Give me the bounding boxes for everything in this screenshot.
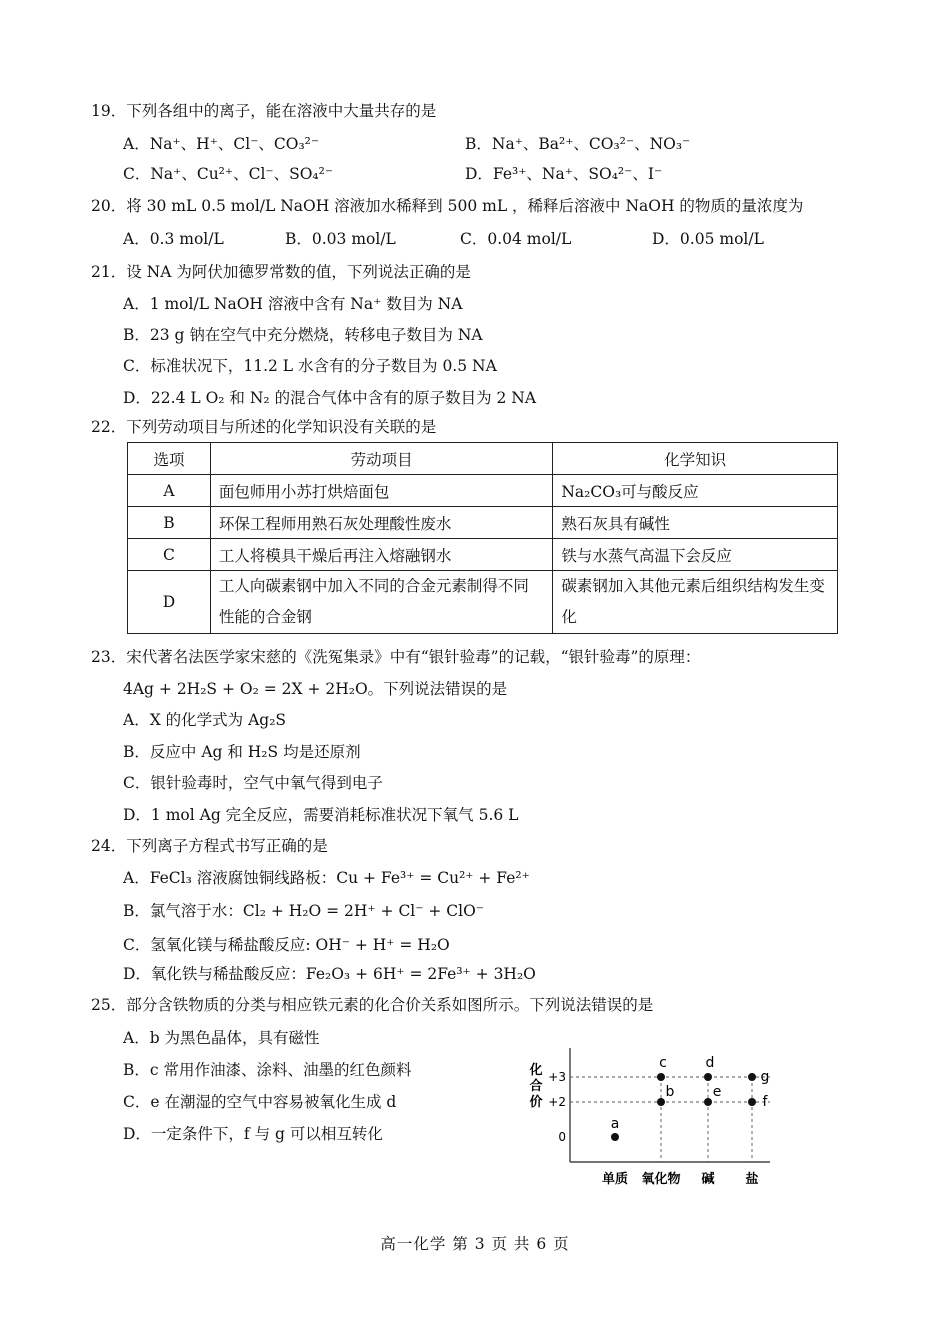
data-point-label: d (705, 1055, 715, 1071)
q24-option-d: D．氧化铁与稀盐酸反应：Fe₂O₃ + 6H⁺ = 2Fe³⁺ + 3H₂O (123, 965, 536, 983)
y-axis-label-char: 合 (529, 1079, 543, 1094)
table-cell-labor: 环保工程师用熟石灰处理酸性废水 (210, 507, 552, 539)
q20-option-b: B．0.03 mol/L (285, 230, 396, 248)
x-tick-label: 氧化物 (641, 1172, 681, 1187)
data-point-label: a (610, 1116, 620, 1132)
data-point-label: b (665, 1084, 675, 1100)
q20-stem: 20．将 30 mL 0.5 mol/L NaOH 溶液加水稀释到 500 mL ，稀释后溶液中 NaOH 的物质的量浓度为 (91, 197, 804, 215)
table-cell-knowledge: 碳素钢加入其他元素后组织结构发生变化 (553, 571, 838, 634)
y-tick-label: +2 (548, 1095, 566, 1109)
q24-stem: 24．下列离子方程式书写正确的是 (91, 837, 328, 855)
q21-option-d: D．22.4 L O₂ 和 N₂ 的混合气体中含有的原子数目为 2 NA (123, 389, 537, 407)
q19-stem: 19．下列各组中的离子，能在溶液中大量共存的是 (91, 102, 437, 120)
iron-valence-chart (520, 1040, 780, 1200)
data-point (748, 1098, 756, 1106)
q24-option-a: A．FeCl₃ 溶液腐蚀铜线路板：Cu + Fe³⁺ = Cu²⁺ + Fe²⁺ (123, 869, 530, 887)
q21-option-b: B．23 g 钠在空气中充分燃烧，转移电子数目为 NA (123, 326, 483, 344)
q19-option-b: B．Na⁺、Ba²⁺、CO₃²⁻、NO₃⁻ (465, 135, 691, 153)
page-footer: 高一化学 第 3 页 共 6 页 (380, 1235, 570, 1253)
q20-option-d: D．0.05 mol/L (652, 230, 764, 248)
q24-option-b: B．氯气溶于水：Cl₂ + H₂O = 2H⁺ + Cl⁻ + ClO⁻ (123, 902, 484, 920)
q20-option-c: C．0.04 mol/L (460, 230, 572, 248)
q23-option-d: D．1 mol Ag 完全反应，需要消耗标准状况下氧气 5.6 L (123, 806, 519, 824)
table-cell-knowledge: Na₂CO₃可与酸反应 (553, 475, 838, 507)
data-point-label: e (712, 1084, 722, 1100)
table-row (128, 507, 838, 539)
table-header: 化学知识 (553, 443, 838, 475)
q19-option-c: C．Na⁺、Cu²⁺、Cl⁻、SO₄²⁻ (123, 165, 334, 183)
q23-stem: 23．宋代著名法医学家宋慈的《洗冤集录》中有“银针验毒”的记载，“银针验毒”的原理： (91, 648, 701, 666)
q23-equation: 4Ag + 2H₂S + O₂ = 2X + 2H₂O。下列说法错误的是 (123, 680, 508, 698)
q20-option-a: A．0.3 mol/L (123, 230, 224, 248)
table-cell-option: B (128, 507, 211, 539)
data-point (611, 1133, 619, 1141)
x-tick-label: 碱 (701, 1172, 715, 1187)
q23-option-c: C．银针验毒时，空气中氧气得到电子 (123, 774, 383, 792)
table-cell-labor: 工人将模具干燥后再注入熔融钢水 (210, 539, 552, 571)
q19-option-d: D．Fe³⁺、Na⁺、SO₄²⁻、I⁻ (465, 165, 663, 183)
y-axis-label-char: 价 (529, 1095, 543, 1110)
q23-option-b: B．反应中 Ag 和 H₂S 均是还原剂 (123, 743, 361, 761)
y-tick-label: +3 (548, 1070, 566, 1084)
x-tick-label: 单质 (601, 1172, 629, 1187)
table-header-row (128, 443, 838, 475)
q21-stem: 21．设 NA 为阿伏加德罗常数的值，下列说法正确的是 (91, 263, 471, 281)
table-cell-option: A (128, 475, 211, 507)
q25-option-a: A．b 为黑色晶体，具有磁性 (123, 1029, 320, 1047)
table-header: 劳动项目 (210, 443, 552, 475)
q21-option-c: C．标准状况下，11.2 L 水含有的分子数目为 0.5 NA (123, 357, 497, 375)
data-point-label: g (760, 1069, 770, 1085)
q21-option-a: A．1 mol/L NaOH 溶液中含有 Na⁺ 数目为 NA (123, 295, 463, 313)
data-point (748, 1073, 756, 1081)
y-axis-label-char: 化 (529, 1063, 543, 1078)
q25-option-c: C．e 在潮湿的空气中容易被氧化生成 d (123, 1093, 397, 1111)
q24-option-c: C．氢氧化镁与稀盐酸反应: OH⁻ + H⁺ = H₂O (123, 936, 450, 954)
q23-option-a: A．X 的化学式为 Ag₂S (123, 711, 287, 729)
table-cell-knowledge: 熟石灰具有碱性 (553, 507, 838, 539)
data-point-label: f (762, 1094, 768, 1110)
table-row (128, 539, 838, 571)
q19-option-a: A．Na⁺、H⁺、Cl⁻、CO₃²⁻ (123, 135, 320, 153)
table-cell-knowledge: 铁与水蒸气高温下会反应 (553, 539, 838, 571)
data-point (704, 1098, 712, 1106)
table-header: 选项 (128, 443, 211, 475)
table-cell-option: C (128, 539, 211, 571)
table-cell-option: D (128, 571, 211, 634)
y-tick-label: 0 (558, 1130, 566, 1144)
data-point (657, 1073, 665, 1081)
q22-table (127, 442, 838, 634)
table-row (128, 571, 838, 634)
table-cell-labor: 工人向碳素钢中加入不同的合金元素制得不同性能的合金钢 (210, 571, 552, 634)
table-row (128, 475, 838, 507)
q25-option-b: B．c 常用作油漆、涂料、油墨的红色颜料 (123, 1061, 412, 1079)
data-point (657, 1098, 665, 1106)
q25-option-d: D．一定条件下，f 与 g 可以相互转化 (123, 1125, 383, 1143)
x-tick-label: 盐 (745, 1172, 759, 1187)
q25-stem: 25．部分含铁物质的分类与相应铁元素的化合价关系如图所示。下列说法错误的是 (91, 996, 654, 1014)
data-point-label: c (659, 1055, 667, 1071)
q22-stem: 22．下列劳动项目与所述的化学知识没有关联的是 (91, 418, 437, 436)
table-cell-labor: 面包师用小苏打烘焙面包 (210, 475, 552, 507)
data-point (704, 1073, 712, 1081)
